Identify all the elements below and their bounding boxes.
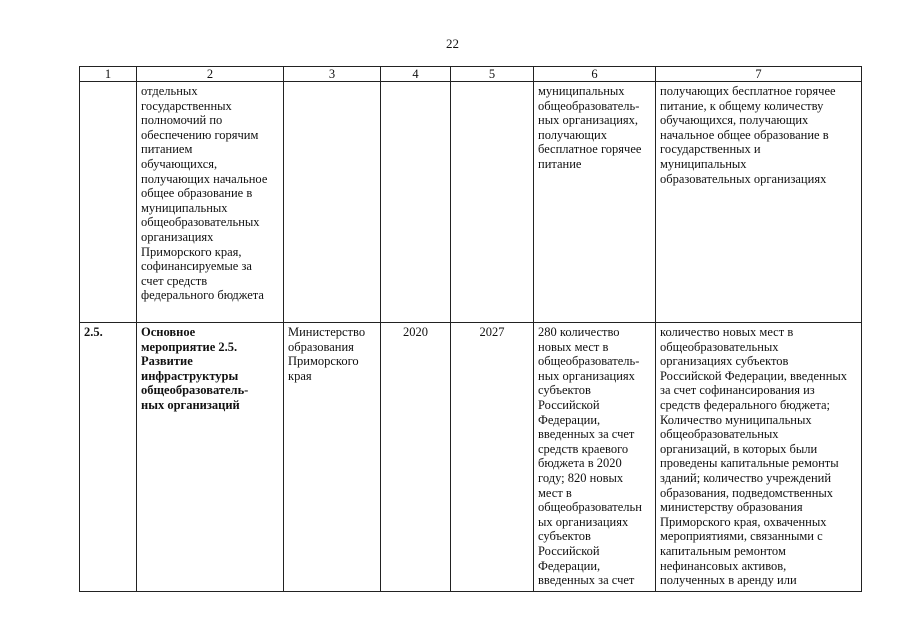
column-header: 7 <box>656 67 862 82</box>
column-header: 2 <box>137 67 284 82</box>
column-header: 1 <box>80 67 137 82</box>
item-number-cell <box>80 82 137 323</box>
page-number: 22 <box>446 36 459 51</box>
expected-result-cell: 280 количество новых мест в общеобразователь- ных организациях субъектов Российской Федерации, введенных за счет средств краевого бюджета в 2020 году; 820 новых мест в общеобразовательн ых организациях субъектов Российской Федерации, введенных за счет <box>534 323 656 592</box>
program-table <box>79 66 862 592</box>
activity-name-cell: Основное мероприятие 2.5. Развитие инфраструктуры общеобразователь- ных организаций <box>137 323 284 592</box>
indicator-cell: получающих бесплатное горячее питание, к общему количеству обучающихся, получающих начальное общее образование в государственных и муниципальных образовательных организациях <box>656 82 862 323</box>
column-number-row <box>80 67 862 82</box>
start-year-cell: 2020 <box>381 323 451 592</box>
table-row <box>80 323 862 592</box>
end-year-cell <box>451 82 534 323</box>
executor-cell: Министерство образования Приморского края <box>284 323 381 592</box>
activity-name-cell: отдельных государственных полномочий по обеспечению горячим питанием обучающихся, получающих начальное общее образование в муниципальных общеобразовательных организациях Приморского края, софинансируемые за счет средств федерального бюджета <box>137 82 284 323</box>
executor-cell <box>284 82 381 323</box>
start-year-cell <box>381 82 451 323</box>
column-header: 3 <box>284 67 381 82</box>
indicator-cell: количество новых мест в общеобразовательных организациях субъектов Российской Федерации, введенных за счет софинансирования из средств федерального бюджета; Количество муниципальных общеобразовательных организаций, в которых были проведены капитальные ремонты зданий; количество учреждений образования, подведомственных министерству образования Приморского края, охваченных мероприятиями, связанными с капитальным ремонтом нефинансовых активов, полученных в аренду или <box>656 323 862 592</box>
item-number-cell: 2.5. <box>80 323 137 592</box>
table-row <box>80 82 862 323</box>
column-header: 6 <box>534 67 656 82</box>
expected-result-cell: муниципальных общеобразователь- ных организациях, получающих бесплатное горячее питание <box>534 82 656 323</box>
column-header: 5 <box>451 67 534 82</box>
column-header: 4 <box>381 67 451 82</box>
end-year-cell: 2027 <box>451 323 534 592</box>
